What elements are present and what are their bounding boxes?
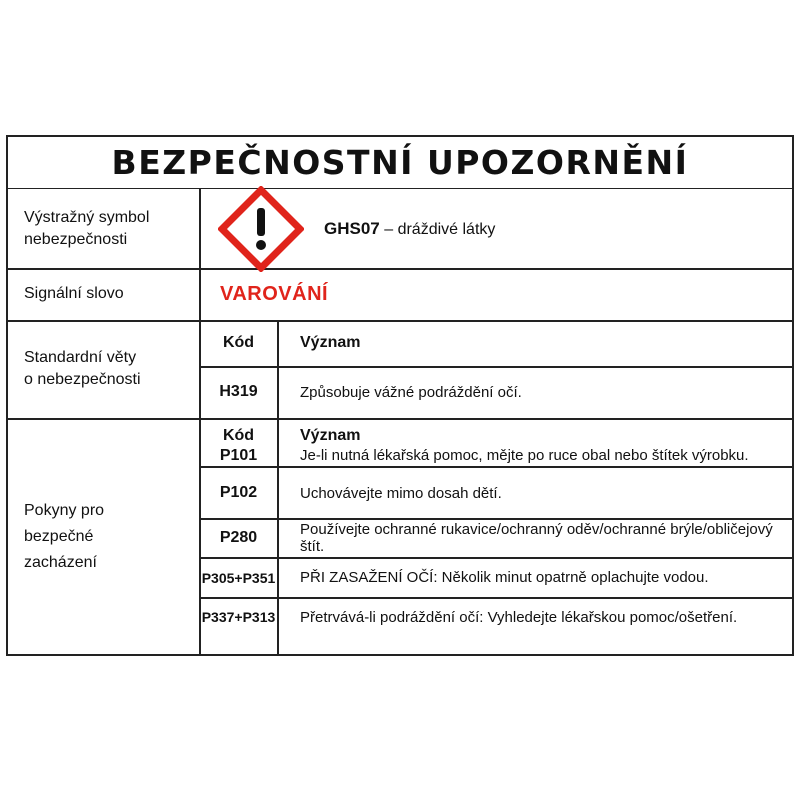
precautionary-label-line3: zacházení: [24, 554, 97, 571]
signal-word-value: VAROVÁNÍ: [220, 282, 329, 305]
column-header-meaning: Význam: [300, 426, 361, 444]
precautionary-label-line2: bezpečné: [24, 528, 94, 545]
precaution-meaning: Používejte ochranné rukavice/ochranný oděv/ochranné brýle/obličejový štít.: [300, 521, 773, 555]
hazard-symbol-value: [200, 189, 793, 268]
ghs-description: [324, 219, 495, 239]
hazard-code: H319: [219, 383, 258, 400]
hazard-statements-label-line1: Standardní věty: [24, 349, 137, 366]
column-header-code: Kód: [222, 334, 255, 351]
hazard-statements-label-line2: o nebezpečnosti: [24, 371, 141, 388]
hazard-meaning: Způsobuje vážné podráždění očí.: [300, 383, 522, 401]
ghs-meaning: dráždivé látky: [397, 220, 496, 238]
precaution-code: P305+P351: [201, 569, 276, 586]
precaution-code: P337+P313: [201, 609, 276, 625]
ghs-code: GHS07: [324, 218, 380, 238]
hazard-statements-label: [8, 320, 199, 418]
hazard-symbol-label-line1: Výstražný symbol: [24, 208, 150, 226]
precaution-meaning: Přetrvává-li podráždění očí: Vyhledejte lékařskou pomoc/ošetření.: [300, 608, 738, 626]
hazard-symbol-label: [8, 189, 199, 268]
safety-label: [6, 135, 794, 656]
page-title: BEZPEČNOSTNÍ UPOZORNĚNÍ: [8, 137, 792, 189]
precautionary-statements-label: [8, 418, 199, 656]
precaution-meaning: Je-li nutná lékařská pomoc, mějte po ruce obal nebo štítek výrobku.: [300, 447, 749, 464]
exclamation-mark-diamond-icon: [218, 186, 304, 272]
precaution-code: P280: [219, 529, 258, 546]
hazard-symbol-label-line2: nebezpečnosti: [24, 230, 128, 248]
precaution-code: P101: [219, 446, 258, 464]
signal-word-label: Signální slovo: [24, 285, 124, 302]
column-header-meaning: Význam: [300, 334, 361, 351]
precaution-meaning: Uchovávejte mimo dosah dětí.: [300, 484, 502, 502]
column-header-code: Kód: [222, 426, 255, 444]
ghs-separator: –: [384, 220, 394, 238]
precaution-code: P102: [219, 484, 258, 501]
precautionary-label-line1: Pokyny pro: [24, 502, 105, 519]
precaution-meaning: PŘI ZASAŽENÍ OČÍ: Několik minut opatrně oplachujte vodou.: [300, 569, 709, 586]
